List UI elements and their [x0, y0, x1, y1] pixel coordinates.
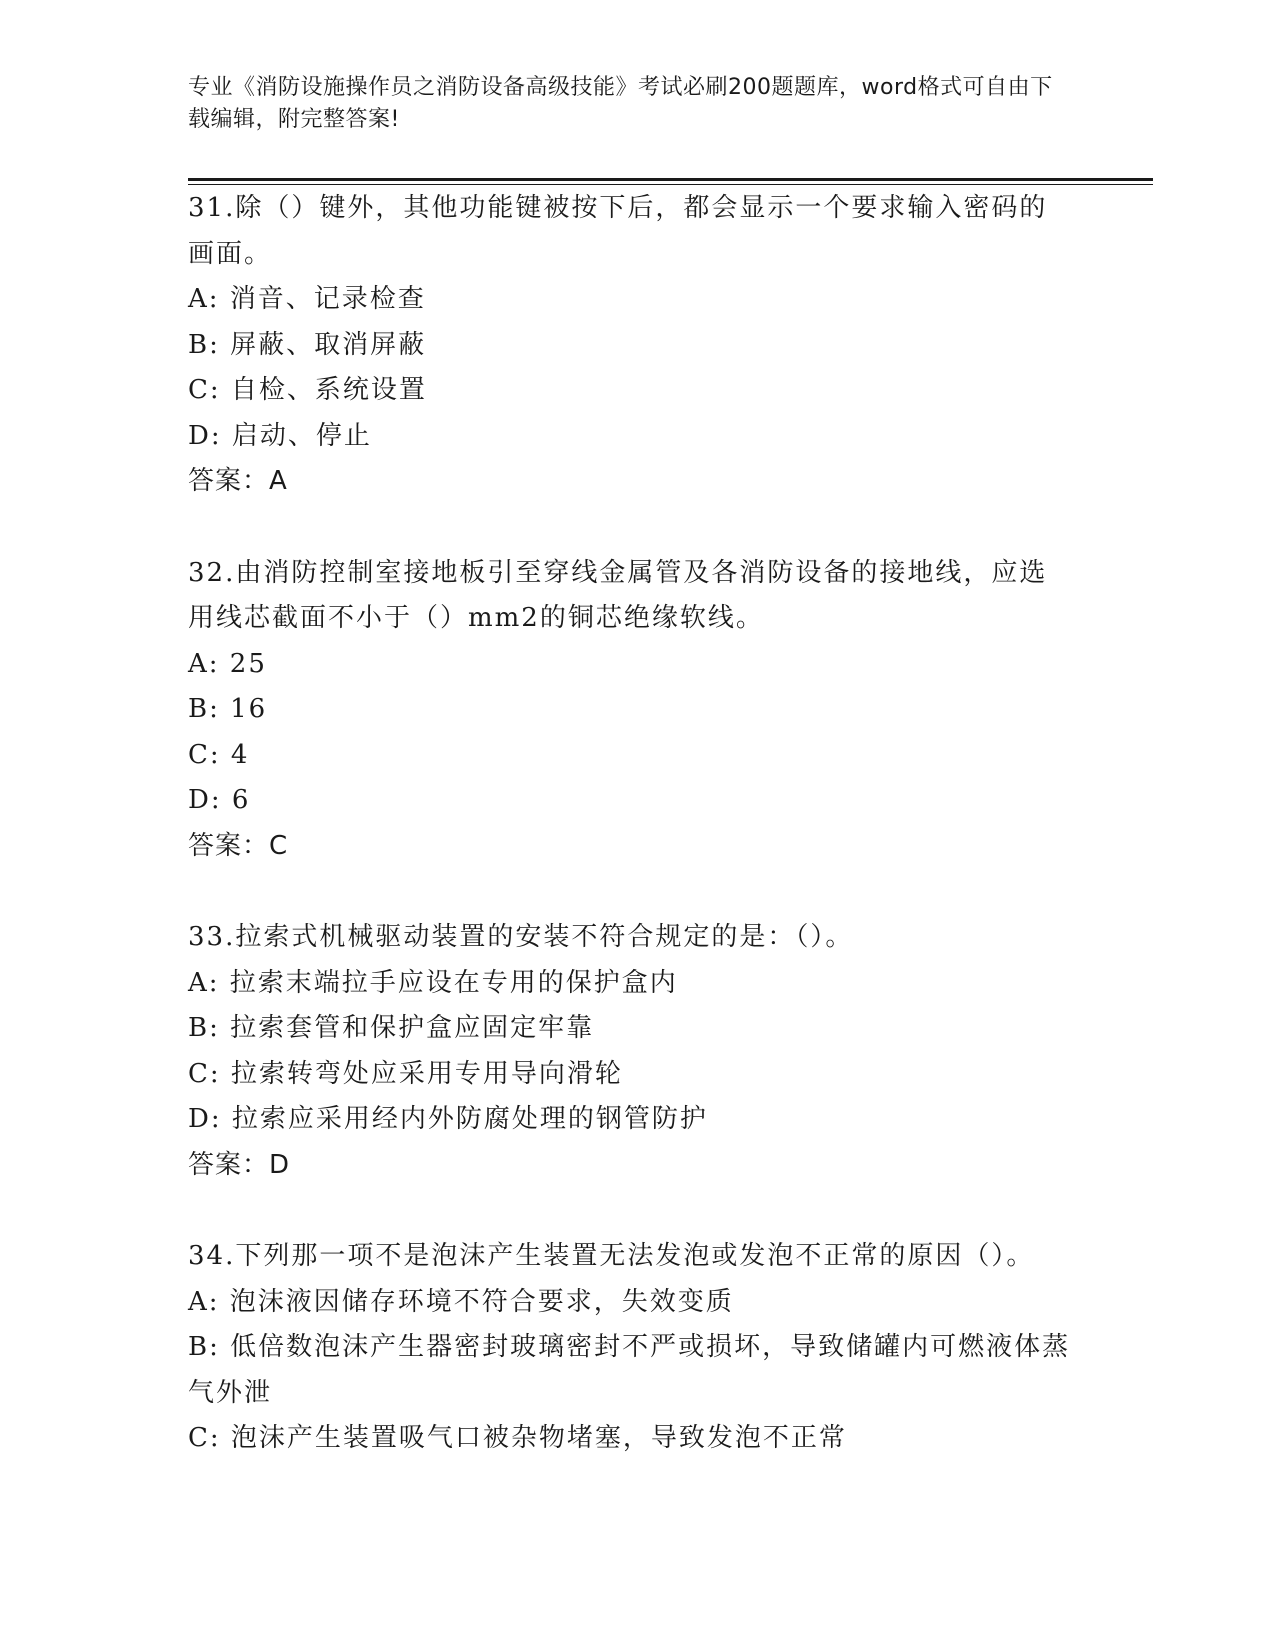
question-stem: 34.下列那一项不是泡沫产生装置无法发泡或发泡不正常的原因（）。	[188, 1241, 1035, 1271]
answer-label: 答案：D	[188, 1149, 291, 1180]
question-33	[188, 915, 1088, 1188]
option-d: D: 拉索应采用经内外防腐处理的钢管防护	[188, 1104, 708, 1134]
answer-label: 答案：A	[188, 466, 288, 496]
option-a: A: 拉索末端拉手应设在专用的保护盒内	[188, 967, 678, 998]
document-header: 专业《消防设施操作员之消防设备高级技能》考试必刷200题题库，word格式可自由下载编辑，附完整答案!	[188, 75, 1053, 132]
question-31	[188, 186, 1088, 505]
answer-label: 答案：C	[188, 830, 289, 861]
option-b: B: 16	[188, 694, 268, 724]
option-c: C: 自检、系统设置	[188, 375, 427, 405]
question-34	[188, 1234, 1088, 1462]
option-a: A: 25	[188, 648, 267, 679]
option-b: B: 拉索套管和保护盒应固定牢靠	[188, 1013, 595, 1043]
option-c: C: 泡沫产生装置吸气口被杂物堵塞，导致发泡不正常	[188, 1423, 847, 1453]
question-stem: 33.拉索式机械驱动装置的安装不符合规定的是：（）。	[188, 922, 854, 952]
question-stem: 31.除（）键外，其他功能键被按下后，都会显示一个要求输入密码的画面。	[188, 193, 1048, 269]
option-d: D: 启动、停止	[188, 420, 372, 451]
option-c: C: 拉索转弯处应采用专用导向滑轮	[188, 1058, 623, 1089]
option-a: A: 消音、记录检查	[188, 284, 426, 314]
question-list	[188, 186, 1088, 1508]
header-rule-thin	[188, 184, 1153, 185]
option-d: D: 6	[188, 785, 251, 815]
option-c: C: 4	[188, 739, 250, 770]
question-stem: 32.由消防控制室接地板引至穿线金属管及各消防设备的接地线，应选用线芯截面不小于（）mm2的铜芯绝缘软线。	[188, 557, 1048, 633]
question-32	[188, 551, 1088, 870]
option-b: B: 屏蔽、取消屏蔽	[188, 329, 427, 360]
option-a: A: 泡沫液因储存环境不符合要求，失效变质	[188, 1286, 734, 1317]
option-b: B: 低倍数泡沫产生器密封玻璃密封不严或损坏，导致储罐内可燃液体蒸气外泄	[188, 1332, 1071, 1408]
header-rule-thick	[188, 178, 1153, 181]
